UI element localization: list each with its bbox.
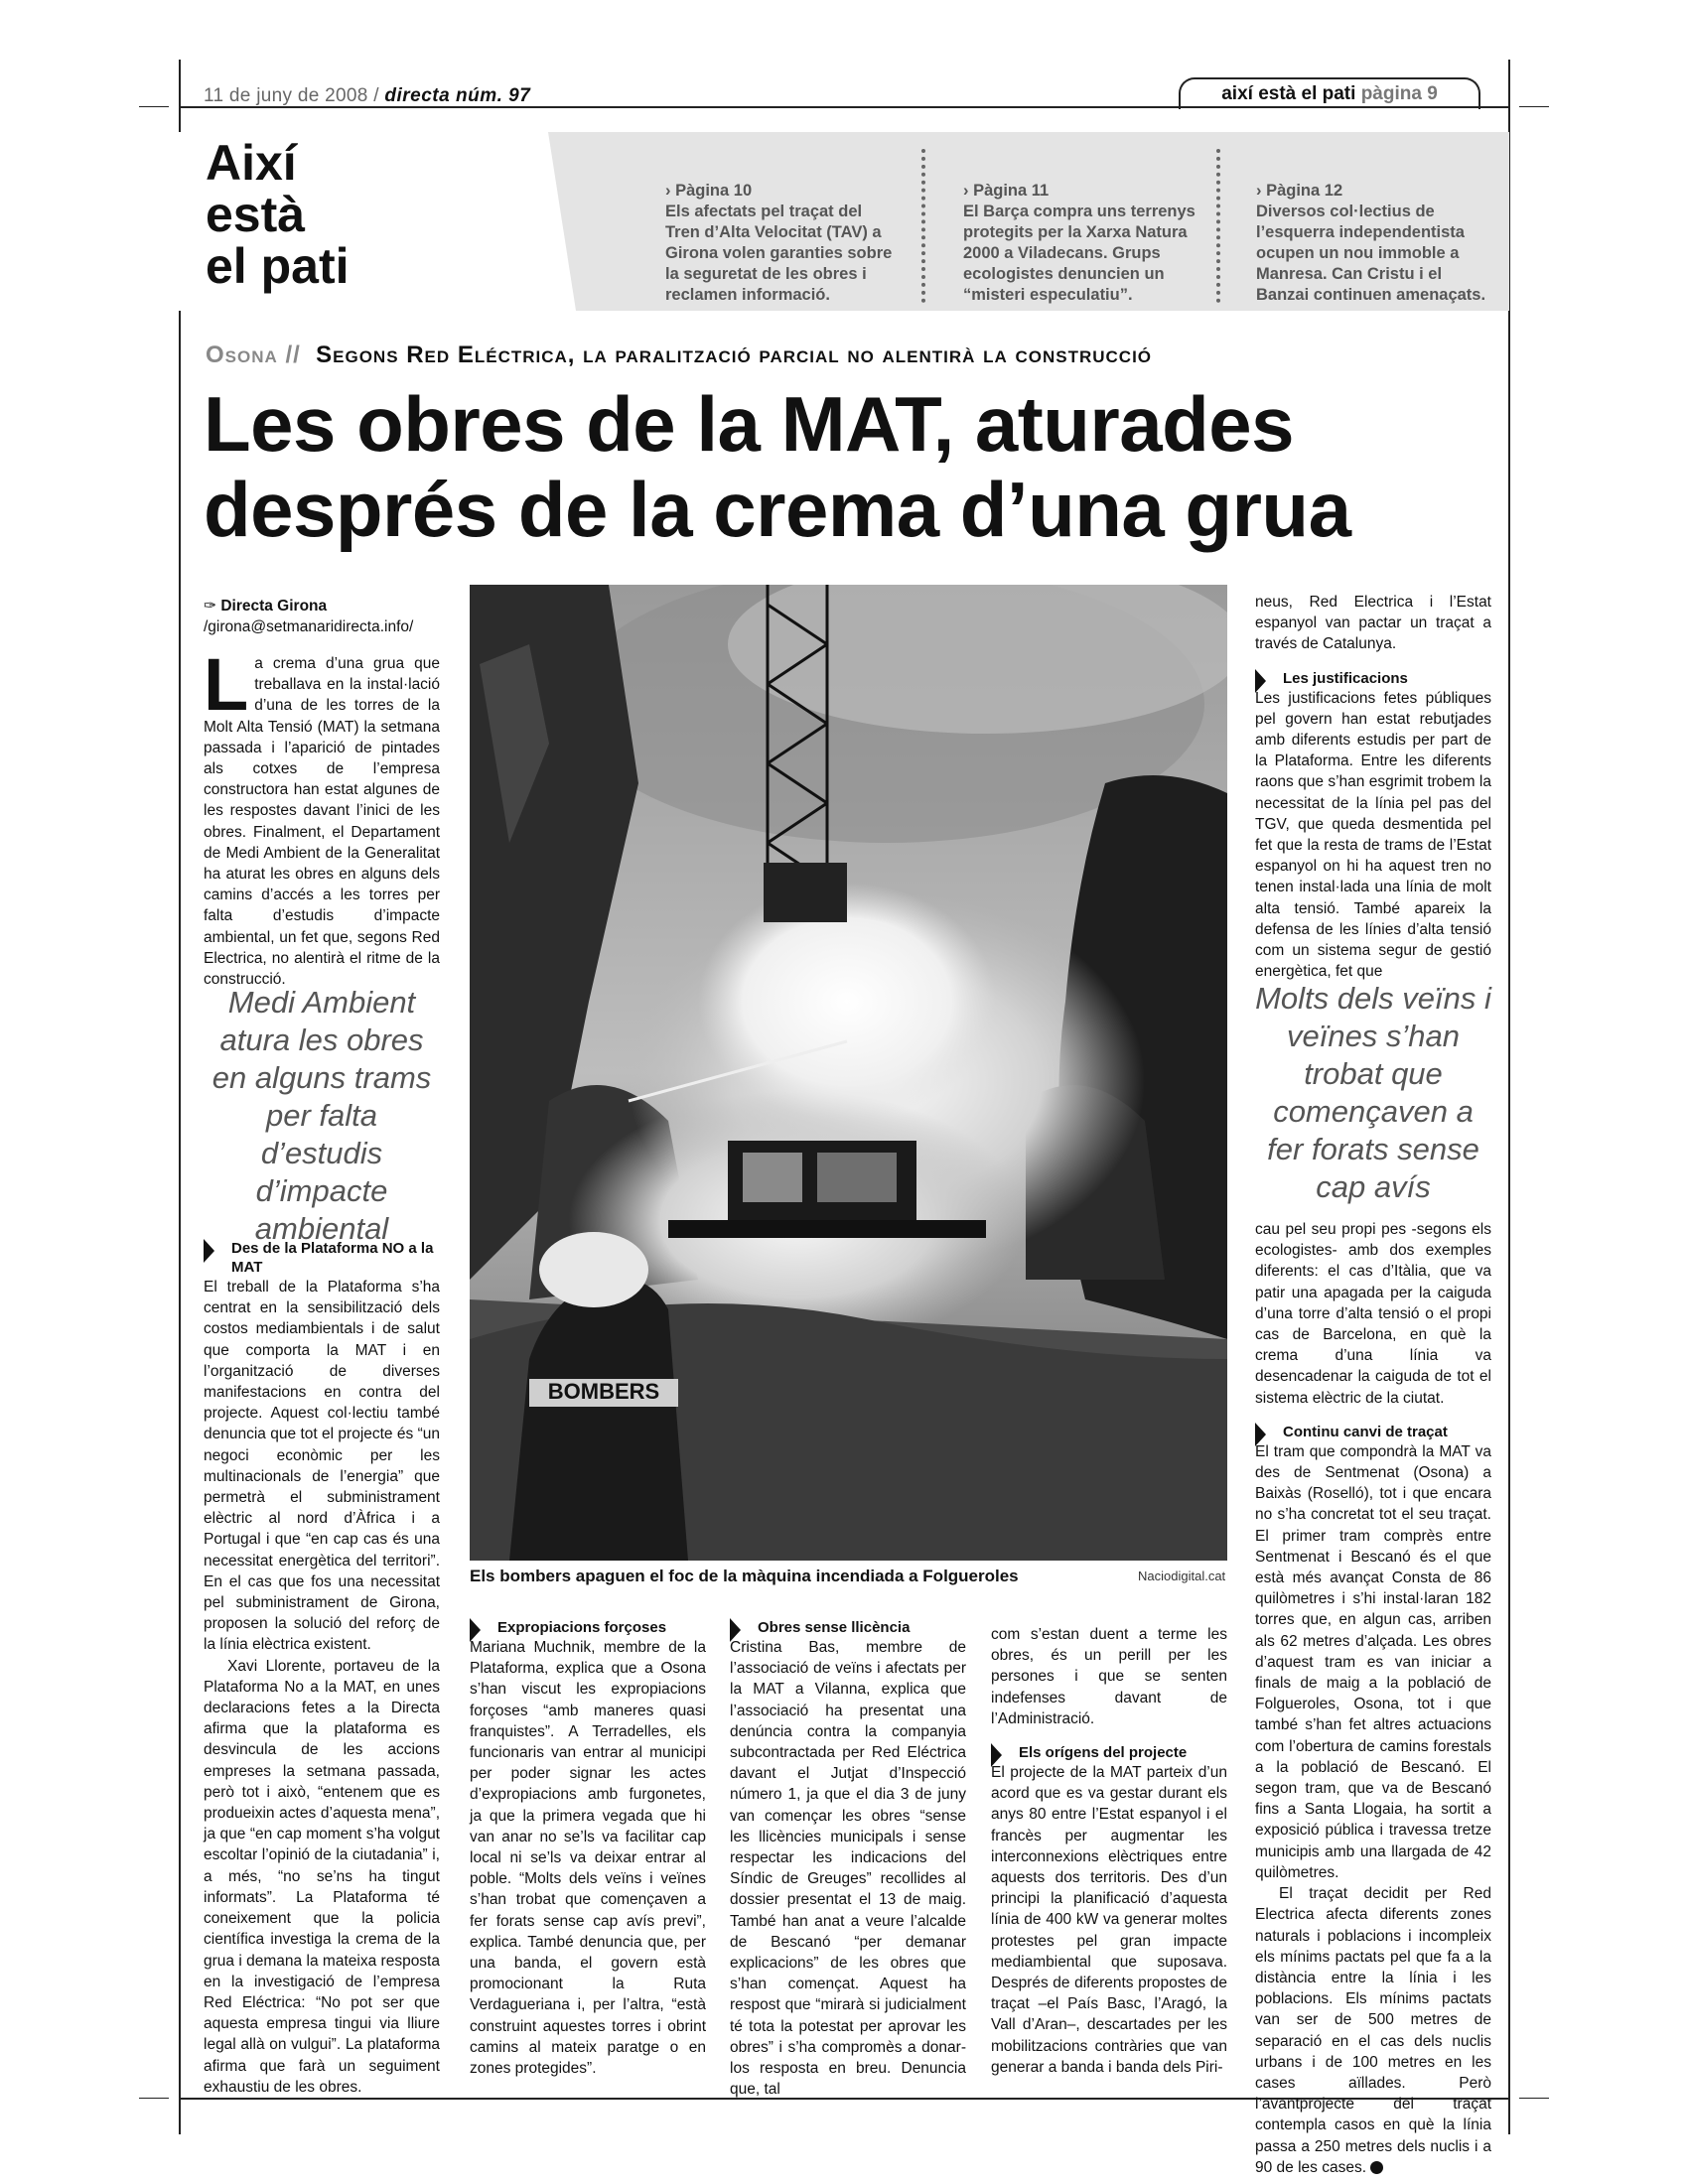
column-5 <box>1255 592 1491 982</box>
paragraph-text: El traçat decidit per Red Electrica afecta diferents zones naturals i poblacions i incompleix els mínims pactats pel que fa a la distància entre la línia i les poblacions. Els mínims pactats van ser de 500 metres de separació en el cas dels nuclis urbans i de 100 metres en les cases aïllades. Però l’avantprojecte del traçat contempla casos en què la línia passa a 250 metres dels nuclis i a 90 de les cases. <box>1255 1885 1491 2176</box>
paragraph: El treball de la Plataforma s’ha centrat en la sensibilització dels costos mediambientals i de salut que comporta la MAT i en l’organització de diverses manifestacions en contra del projecte. Aquest col·lectiu també denuncia que tot el projecte és “un negoci econòmic per les multinacionals de l’energia” que permetrà el subministrament elèctric al nord d’Àfrica i a Portugal i que “en cap cas és una necessitat energètica del territori”. En el cas que fos una necessitat pel subministrament de Girona, proposen la solució del reforç de la línia elèctrica existent. <box>204 1279 440 1654</box>
subheading <box>730 1618 966 1637</box>
lead-text: a crema d’una grua que treballava en la instal·lació d’una de les torres de la Molt Alta Tensió (MAT) la setmana passada i l’aparició de pintades als cotxes de l’empresa constructora han estat algunes de les respostes davant l’inici de les obres. Finalment, el Departament de Medi Ambient de la Generalitat ha aturat les obres en alguns dels camins d’accés a les torres per falta d’estudis d’impacte ambiental, un fet que, segons Red Electrica, no alentirà el ritme de la construcció. <box>204 655 440 989</box>
drop-cap: L <box>204 643 249 726</box>
headline-line: Les obres de la MAT, aturades <box>204 380 1295 468</box>
jacket-lettering: BOMBERS <box>547 1379 660 1404</box>
section-title-line: Així <box>206 135 297 191</box>
subheading-text: Des de la Plataforma NO a la MAT <box>231 1240 434 1276</box>
lead-paragraph <box>204 643 440 990</box>
paragraph: El projecte de la MAT parteix d’un acord que es va gestar durant els anys 80 entre l’Estat espanyol i el francès per augmentar les interconnexions elèctriques entre aquests dos territoris. Des d’un principi la planificació d’aquesta línia de 400 kW va generar moltes protestes pel gran impacte mediambiental que suposava. Després de diferents propostes de traçat –el País Basc, l’Aragó, la Vall d’Aran–, descartades per les mobilitzacions contràries que van generar a banda i banda dels Piri- <box>991 1764 1227 2076</box>
paragraph: Cristina Bas, membre de l’associació de veïns i afectats per la MAT a Vilanna, explica que l’associació ha presentat una denúncia contra la companyia subcontractada per Red Eléctrica davant el Jutjat d’Inspecció número 1, ja que el dia 3 de juny van començar les obres “sense les llicències municipals i sense respectar les indicacions del Síndic de Greuges” recollides al dossier presentat el 13 de maig. També han anat a veure l’alcalde de Bescanó “per demanar explicacions” de les obres que s’han començat. Aquest ha respost que “mirarà si judicialment té tota la potestat per aprovar les obres” i s’ha compromès a donar-los resposta en breu. Denuncia que, tal <box>730 1639 966 2099</box>
paragraph <box>1255 1883 1491 2178</box>
triangle-bullet-icon <box>730 1618 741 1642</box>
subheading <box>204 1239 440 1277</box>
triangle-bullet-icon <box>991 1743 1002 1767</box>
teaser-text: El Barça compra uns terrenys protegits per la Xarxa Natura 2000 a Viladecans. Grups ecologistes denuncien un “misteri especulatiu”. <box>963 203 1196 304</box>
paragraph: neus, Red Electrica i l’Estat espanyol van pactar un traçat a través de Catalunya. <box>1255 594 1491 653</box>
paragraph: Mariana Muchnik, membre de la Plataforma, explica que a Osona s’han viscut les expropiacions forçoses “amb maneres quasi franquistes”. A Terradelles, els funcionaris van entrar al municipi per poder signar les actes d’expropiacions amb furgonetes, ja que la primera vegada que hi van anar no se’ls va facilitar cap local ni se’ls va deixar entrar al poble. “Molts dels veïns i veïnes s’han trobat que començaven a fer forats sense cap avís previ”, explica. També denuncia que, per una banda, el govern està promocionant la Ruta Verdagueriana i, per l’altra, “està construint aquestes torres i obrint camins al mateix paratge o en zones protegides”. <box>470 1639 706 2078</box>
subheading-text: Continu canvi de traçat <box>1283 1423 1448 1440</box>
page-date-issue: 11 de juny de 2008 / directa núm. 97 <box>204 85 531 106</box>
kicker-text: Segons Red Eléctrica, la paralització parcial no alentirà la construcció <box>316 341 1153 368</box>
paragraph: El tram que compondrà la MAT va des de Sentmenat (Osona) a Baixàs (Roselló), tot i que encara no s’ha concretat tot el seu traçat. El primer tram comprès entre Sentmenat i Bescanó és el que està més avançat Consta de 86 quilòmetres i s’hi instal·laran 182 torres que, en algun cas, arriben als 62 metres d’alçada. Les obres d’aquest tram es van iniciar a finals de maig a la població de Folgueroles, Osona, tot i que també s’han fet altres actuacions com l’obertura de camins forestals a la població de Bescanó. El segon tram, que va de Bescanó fins a Santa Llogaia, ha sortit a exposició pública i travessa tretze municipis amb una llargada de 42 quilòmetres. <box>1255 1442 1491 1881</box>
teaser-page-label: › Pàgina 10 <box>665 182 753 200</box>
triangle-bullet-icon <box>1255 1423 1266 1446</box>
issue-date: 11 de juny de 2008 <box>204 85 368 106</box>
triangle-bullet-icon <box>204 1239 214 1263</box>
right-margin-rule <box>1508 60 1510 2134</box>
column-5-lower <box>1255 1219 1491 2178</box>
paragraph: Xavi Llorente, portaveu de la Plataforma No a la MAT, en unes declaracions fetes a la Directa afirma que la plataforma es desvincula de les accions empreses la setmana passada, però tot i això, “entenem que es produeixin actes d’aquesta mena”, ja que “en cap moment s’ha volgut escoltar l’opinió de la ciutadania” i, a més, “no se’ns ha tingut informats”. La Plataforma té coneixement que la policia científica investiga la crema de la grua i demana la mateixa resposta en la investigació de l’empresa Red Eléctrica: “No pot ser que aquesta empresa tingui via lliure legal allà on vulgui”. La plataforma afirma que farà un seguiment exhaustiu de les obres. <box>204 1657 440 2096</box>
paragraph: Les justificacions fetes públiques pel govern han estat rebutjades amb diferents estudis per part de la Plataforma. Entre les diferents raons que s’han esgrimit trobem la necessitat de la línia pel pas del TGV, que queda desmentida pel fet que la resta de trams de l’Estat espanyol on hi ha aquest tren no tenen instal·lada una línia de molt alta tensió. També apareix la defensa de les línies d’alta tensió com un sistema segur de gestió energètica, fet que <box>1255 689 1491 981</box>
headline-line: després de la crema d’una grua <box>204 466 1351 553</box>
teaser-page-10[interactable] <box>665 181 899 306</box>
section-title-line: està <box>206 187 306 242</box>
end-mark-icon <box>1370 2161 1383 2174</box>
subheading <box>991 1743 1227 1762</box>
teaser-text: Els afectats pel traçat del Tren d’Alta Velocitat (TAV) a Girona volen garanties sobre la seguretat de les obres i reclamen informació. <box>665 203 893 304</box>
bottom-crop-right <box>1519 2098 1549 2099</box>
triangle-bullet-icon <box>1255 669 1266 693</box>
teaser-separator <box>921 149 925 303</box>
burning-crane-image <box>470 585 1227 1561</box>
article-headline <box>204 381 1494 552</box>
bottom-crop-left <box>139 2098 169 2099</box>
teaser-page-label: › Pàgina 11 <box>963 182 1050 200</box>
kicker-region: Osona // <box>206 341 301 368</box>
section-title-line: el pati <box>206 238 350 294</box>
triangle-bullet-icon <box>470 1618 481 1642</box>
byline-name: Directa Girona <box>220 598 328 614</box>
section-name: així està el pati <box>1221 83 1356 104</box>
issue-number: directa núm. 97 <box>384 85 531 106</box>
subheading-text: Obres sense llicència <box>758 1619 911 1636</box>
column-3 <box>730 1618 966 2100</box>
photo-caption: Els bombers apaguen el foc de la màquina incendiada a Folgueroles <box>470 1567 1019 1585</box>
photo-credit: Naciodigital.cat <box>1138 1569 1226 1583</box>
pull-quote-2: Molts dels veïns i veïnes s’han trobat que començaven a fer forats sense cap avís <box>1255 981 1491 1204</box>
page-number: pàgina 9 <box>1360 83 1438 104</box>
subheading <box>1255 1423 1491 1441</box>
top-crop-left <box>139 106 169 107</box>
subheading-text: Les justificacions <box>1283 669 1408 687</box>
column-2 <box>470 1618 706 2079</box>
paragraph: com s’estan duent a terme les obres, és un perill per les persones i que se senten indefenses davant de l’Administració. <box>991 1626 1227 1727</box>
byline-email[interactable]: /girona@setmanaridirecta.info/ <box>204 618 414 635</box>
article-kicker <box>206 341 1152 369</box>
subheading-text: Els orígens del projecte <box>1019 1744 1188 1762</box>
teaser-text: Diversos col·lectius de l’esquerra independentista ocupen un nou immoble a Manresa. Can Cristu i el Banzai continuen amenaçats. <box>1256 203 1486 304</box>
teaser-page-label: › Pàgina 12 <box>1256 182 1343 200</box>
subheading <box>1255 669 1491 688</box>
byline <box>204 596 440 637</box>
paragraph: cau pel seu propi pes -segons els ecologistes- amb dos exemples diferents: el cas d’Itàlia, que va patir una apagada per la caiguda d’una torre d’alta tensió o el propi cas de Barcelona, en què la crema d’una línia va desencadenar la caiguda de tot el sistema elèctric de la ciutat. <box>1255 1221 1491 1407</box>
teaser-page-11[interactable] <box>963 181 1196 306</box>
subheading <box>470 1618 706 1637</box>
pen-icon: ✑ <box>204 598 216 614</box>
column-1 <box>204 596 440 990</box>
teaser-page-12[interactable] <box>1256 181 1489 306</box>
pull-quote-1: Medi Ambient atura les obres en alguns trams per falta d’estudis d’impacte ambiental <box>211 985 432 1246</box>
column-4 <box>991 1624 1227 2078</box>
top-crop-right <box>1519 106 1549 107</box>
column-1-lower <box>204 1231 440 2098</box>
section-title <box>206 137 349 292</box>
left-margin-rule <box>179 60 181 2134</box>
fire-photo <box>470 585 1227 1561</box>
section-tab <box>1179 77 1480 109</box>
subheading-text: Expropiacions forçoses <box>497 1619 667 1636</box>
teaser-separator <box>1216 149 1220 303</box>
